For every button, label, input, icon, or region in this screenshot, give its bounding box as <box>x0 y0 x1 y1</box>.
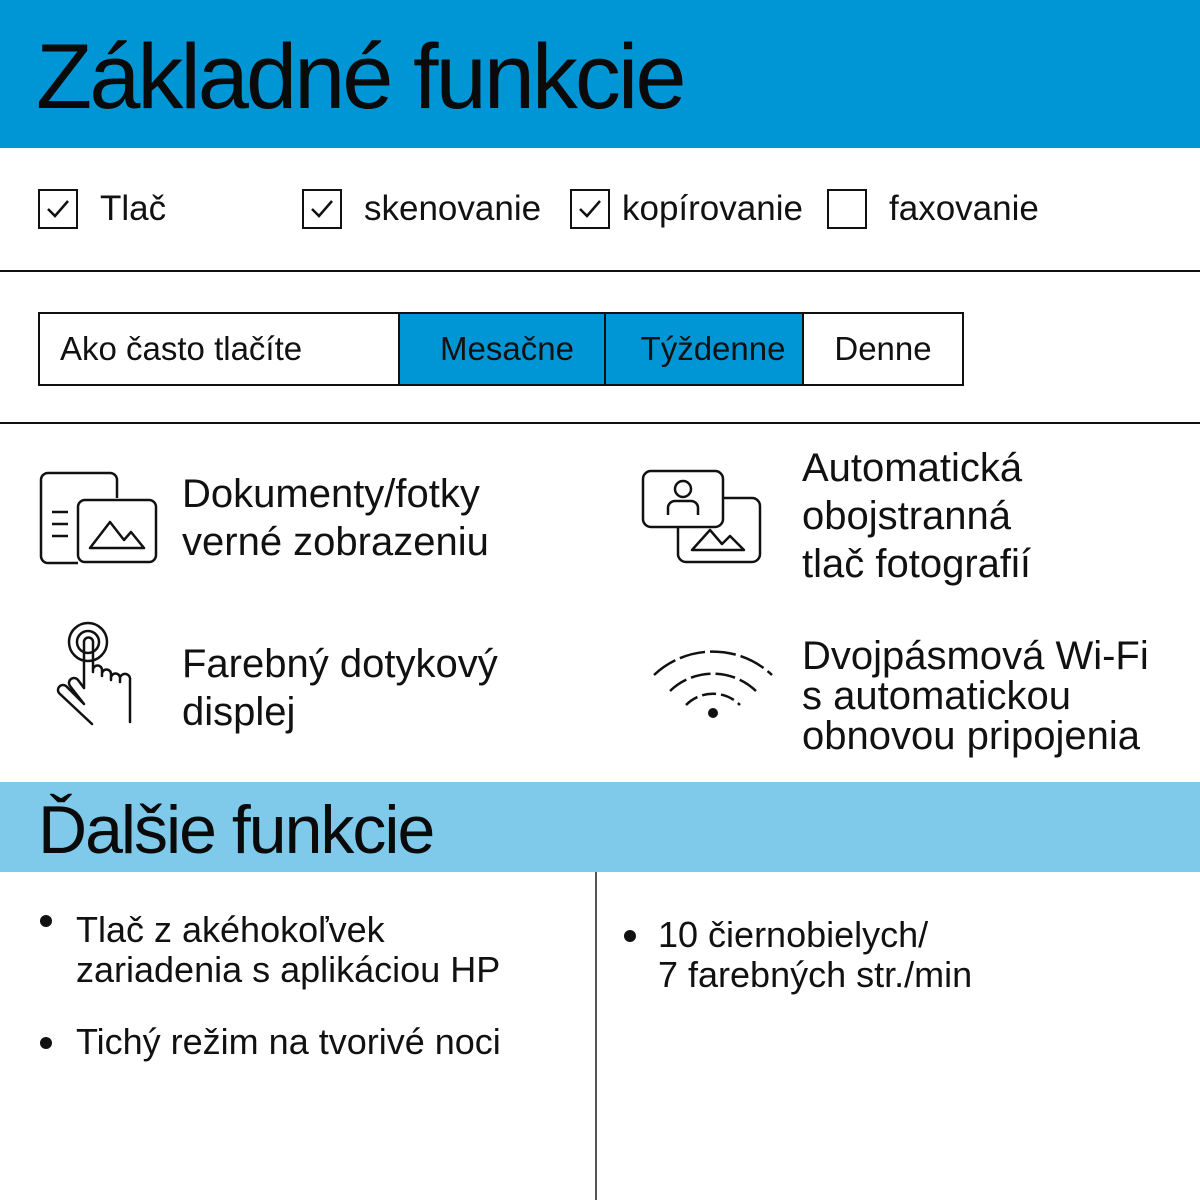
feature-duplex <box>802 444 1031 588</box>
additional-features-bar <box>0 782 1200 872</box>
function-label: faxovanie <box>889 189 1039 228</box>
function-scan[interactable] <box>302 186 541 232</box>
feature-display <box>182 640 498 736</box>
feature-wifi <box>802 636 1149 756</box>
bullet-icon <box>40 1037 52 1049</box>
list-item <box>76 1022 501 1062</box>
feature-text: tlač fotografií <box>802 542 1032 586</box>
divider <box>0 422 1200 424</box>
header-bar <box>0 0 1200 148</box>
feature-documents <box>182 470 489 566</box>
frequency-option-daily[interactable]: Denne <box>834 330 932 367</box>
checkbox-scan[interactable] <box>302 189 342 229</box>
check-icon <box>575 194 605 224</box>
check-icon <box>307 194 337 224</box>
frequency-option-weekly[interactable]: Týždenne <box>606 314 804 384</box>
list-item-text: 10 čiernobielych/ <box>658 914 929 955</box>
list-item <box>658 915 972 995</box>
feature-text: Dokumenty/fotky <box>182 472 480 516</box>
function-label: skenovanie <box>364 189 542 228</box>
function-list <box>0 186 1200 236</box>
feature-text: Farebný dotykový <box>182 642 498 686</box>
check-icon <box>43 194 73 224</box>
frequency-option-monthly[interactable]: Mesačne <box>400 314 606 384</box>
page-title: Základné funkcie <box>36 26 684 128</box>
function-copy[interactable] <box>570 186 803 232</box>
column-divider <box>595 872 597 1200</box>
feature-text: obnovou pripojenia <box>802 714 1141 758</box>
section-title: Ďalšie funkcie <box>38 792 434 868</box>
feature-text: displej <box>182 690 296 734</box>
wifi-icon <box>650 645 776 721</box>
list-item-text: 7 farebných str./min <box>658 954 973 995</box>
bullet-icon <box>40 915 52 927</box>
function-label: Tlač <box>100 189 167 228</box>
duplex-photo-icon <box>640 468 764 566</box>
function-fax[interactable] <box>827 186 1039 232</box>
function-label: kopírovanie <box>622 189 803 228</box>
checkbox-copy[interactable] <box>570 189 610 229</box>
feature-text: Dvojpásmová Wi-Fi <box>802 634 1149 678</box>
print-frequency <box>38 312 964 386</box>
document-photo-icon <box>38 470 160 566</box>
list-item-text: zariadenia s aplikáciou HP <box>76 949 501 990</box>
feature-text: verné zobrazeniu <box>182 520 489 564</box>
feature-text: s automatickou <box>802 674 1072 718</box>
list-item-text: Tichý režim na tvorivé noci <box>76 1021 501 1062</box>
divider <box>0 270 1200 272</box>
feature-text: Automatická <box>802 446 1023 490</box>
function-print[interactable] <box>38 186 166 232</box>
checkbox-print[interactable] <box>38 189 78 229</box>
checkbox-fax[interactable] <box>827 189 867 229</box>
list-item <box>76 910 500 990</box>
frequency-question: Ako často tlačíte <box>40 314 400 384</box>
list-item-text: Tlač z akéhokoľvek <box>76 909 385 950</box>
touch-icon <box>54 620 138 728</box>
feature-text: obojstranná <box>802 494 1012 538</box>
bullet-icon <box>624 930 636 942</box>
